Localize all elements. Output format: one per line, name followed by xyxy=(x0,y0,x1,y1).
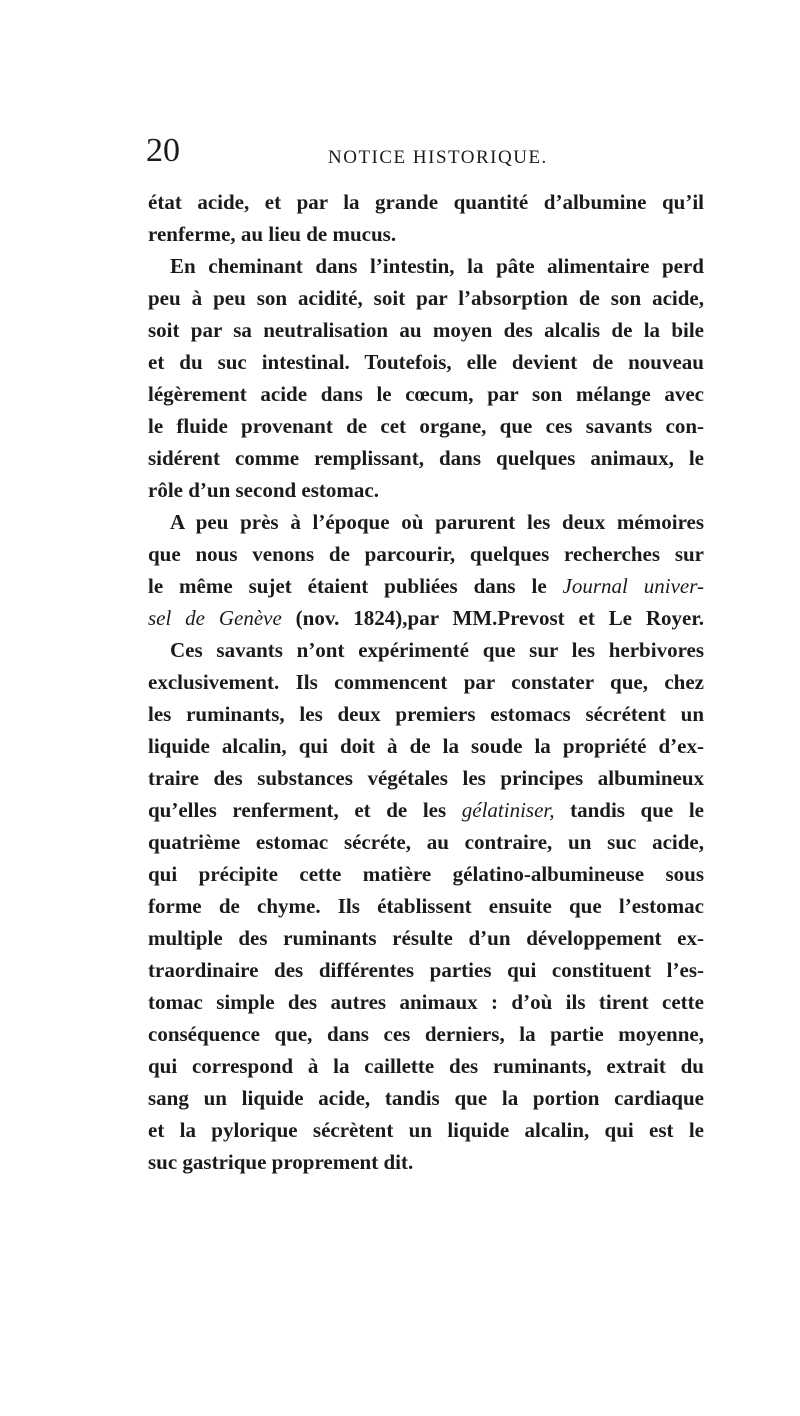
text-run: (nov. 1824),par MM.Prevost et Le Royer. xyxy=(281,606,704,630)
emphasis-word: gélatiniser, xyxy=(461,798,555,822)
journal-title-cont: sel de Genève xyxy=(148,606,282,630)
text-line: état acide, et par la grande quantité d’albumine qu’il xyxy=(148,190,704,214)
text-line: liquide alcalin, qui doit à de la soude la propriété d’ex- xyxy=(148,734,704,758)
text-line: traire des substances végétales les principes albumineux xyxy=(148,766,704,790)
text-line xyxy=(148,570,704,602)
text-line: et la pylorique sécrètent un liquide alcalin, qui est le xyxy=(148,1118,704,1142)
page-number: 20 xyxy=(146,132,180,169)
text-line xyxy=(148,602,704,634)
text-line: le fluide provenant de cet organe, que ces savants con- xyxy=(148,414,704,438)
text-line: A peu près à l’époque où parurent les deux mémoires xyxy=(170,510,704,534)
text-line: Ces savants n’ont expérimenté que sur les herbivores xyxy=(170,638,704,662)
text-line: traordinaire des différentes parties qui constituent l’es- xyxy=(148,958,704,982)
text-line: exclusivement. Ils commencent par constater que, chez xyxy=(148,670,704,694)
text-line: suc gastrique proprement dit. xyxy=(148,1150,414,1174)
text-line: tomac simple des autres animaux : d’où ils tirent cette xyxy=(148,990,704,1014)
text-line: soit par sa neutralisation au moyen des alcalis de la bile xyxy=(148,318,704,342)
text-line: les ruminants, les deux premiers estomacs sécrétent un xyxy=(148,702,704,726)
text-line: forme de chyme. Ils établissent ensuite que l’estomac xyxy=(148,894,704,918)
text-line: légèrement acide dans le cœcum, par son mélange avec xyxy=(148,382,704,406)
journal-title: Journal univer- xyxy=(562,574,704,598)
text-line: qui correspond à la caillette des ruminants, extrait du xyxy=(148,1054,704,1078)
text-run: le même sujet étaient publiées dans le xyxy=(148,574,563,598)
text-line: rôle d’un second estomac. xyxy=(148,478,379,502)
text-line: conséquence que, dans ces derniers, la partie moyenne, xyxy=(148,1022,704,1046)
body-text xyxy=(148,186,704,1178)
text-line: peu à peu son acidité, soit par l’absorption de son acide, xyxy=(148,286,704,310)
text-line: qui précipite cette matière gélatino-albumineuse sous xyxy=(148,862,704,886)
text-run: qu’elles renferment, et de les xyxy=(148,798,462,822)
text-line: multiple des ruminants résulte d’un développement ex- xyxy=(148,926,704,950)
page-header xyxy=(146,133,706,173)
running-title: NOTICE HISTORIQUE. xyxy=(328,147,548,168)
text-line: et du suc intestinal. Toutefois, elle devient de nouveau xyxy=(148,350,704,374)
text-line: sang un liquide acide, tandis que la portion cardiaque xyxy=(148,1086,704,1110)
text-line xyxy=(148,794,704,826)
text-run: tandis que le xyxy=(554,798,704,822)
text-line: que nous venons de parcourir, quelques recherches sur xyxy=(148,542,704,566)
text-line: renferme, au lieu de mucus. xyxy=(148,222,397,246)
text-line: En cheminant dans l’intestin, la pâte alimentaire perd xyxy=(170,254,704,278)
text-line: quatrième estomac sécréte, au contraire, un suc acide, xyxy=(148,830,704,854)
text-line: sidérent comme remplissant, dans quelques animaux, le xyxy=(148,446,704,470)
